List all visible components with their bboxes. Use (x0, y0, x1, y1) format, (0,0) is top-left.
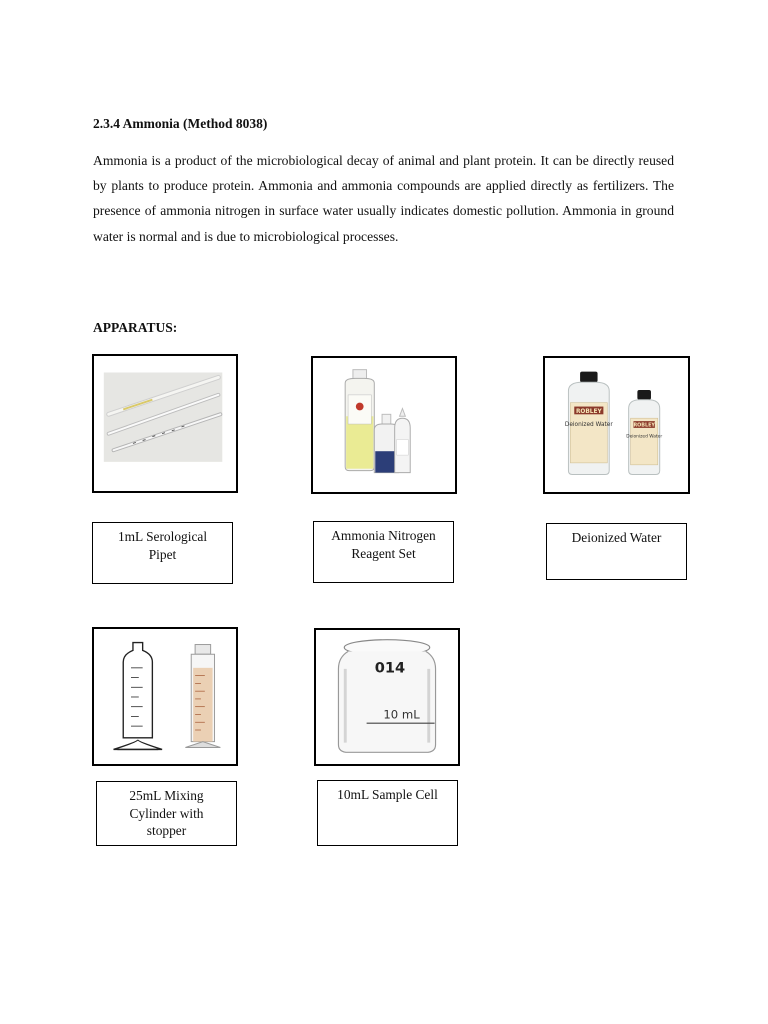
intro-paragraph: Ammonia is a product of the microbiological decay of animal and plant protein. It can be directly reused by plants to produce protein. Ammonia and ammonia compounds are applied directly as fertilizers. The presence of ammonia nitrogen in surface water usually indicates domestic pollution. Ammonia in ground water is normal and is due to microbiological processes. (93, 153, 674, 244)
label-sample-cell: 10mL Sample Cell (317, 780, 458, 846)
label-mixing-cylinder: 25mL Mixing Cylinder with stopper (96, 781, 237, 846)
cell-number: 014 (374, 659, 406, 677)
bottle-brand-small: ROBLEY (633, 422, 655, 429)
reagent-bottles-icon (313, 358, 455, 492)
water-bottles-icon (545, 358, 688, 492)
label-deionized-water: Deionized Water (546, 523, 687, 580)
graduated-cylinder-icon (94, 629, 236, 764)
apparatus-heading: APPARATUS: (93, 320, 178, 335)
bottle-text-small: Deionized Water (626, 434, 663, 440)
mixing-cylinder-image (92, 627, 238, 766)
sample-cell-image (314, 628, 460, 766)
section-heading: 2.3.4 Ammonia (Method 8038) (93, 116, 268, 131)
deionized-water-image (543, 356, 690, 494)
bottle-text-large: Deionized Water (564, 421, 613, 428)
label-reagent-set: Ammonia Nitrogen Reagent Set (313, 521, 454, 583)
reagent-set-image (311, 356, 457, 494)
sample-cell-icon (316, 630, 458, 764)
cell-volume: 10 mL (383, 707, 420, 722)
bottle-brand-large: ROBLEY (575, 408, 602, 415)
serological-pipet-icon (94, 356, 236, 491)
pipet-image (92, 354, 238, 493)
label-pipet: 1mL Serological Pipet (92, 522, 233, 584)
